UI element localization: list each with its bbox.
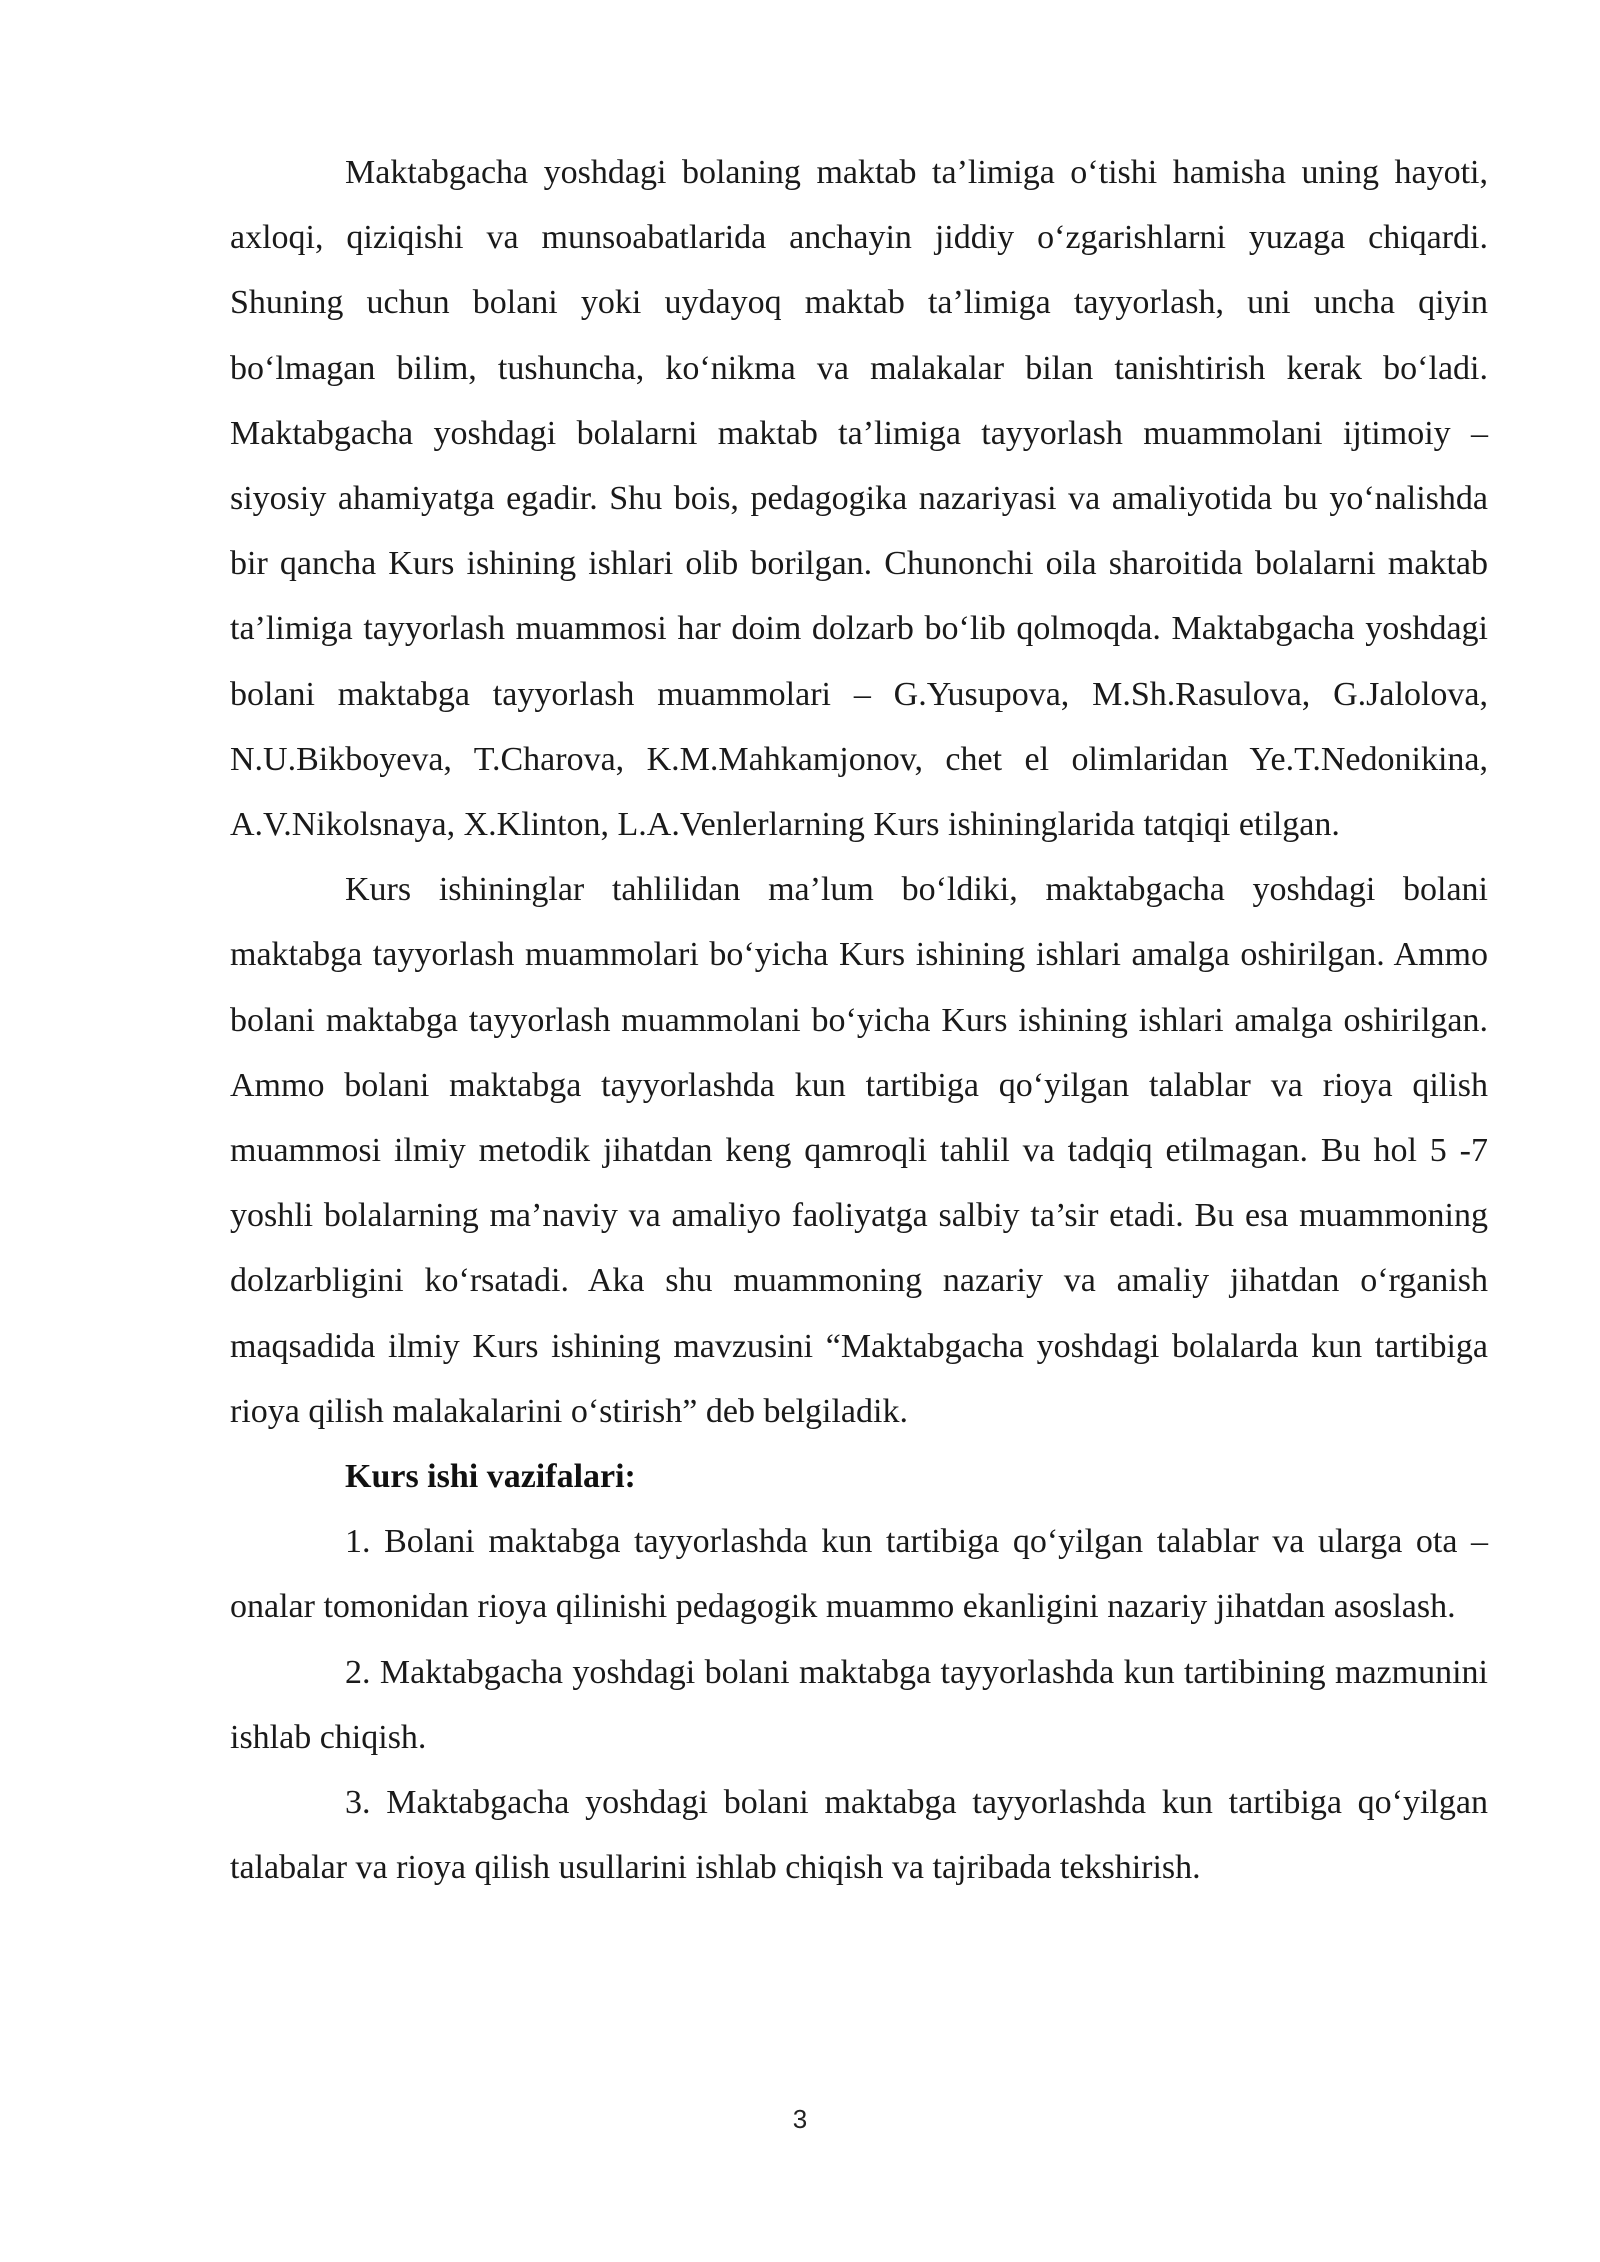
paragraph-intro: Maktabgacha yoshdagi bolaning maktab ta’limiga o‘tishi hamisha uning hayoti, axloqi, qiziqishi va munsoabatlarida anchayin jiddiy o‘zgarishlarni yuzaga chiqardi. Shuning uchun bolani yoki uydayoq maktab ta’limiga tayyorlash, uni uncha qiyin bo‘lmagan bilim, tushuncha, ko‘nikma va malakalar bilan tanishtirish kerak bo‘ladi. Maktabgacha yoshdagi bolalarni maktab ta’limiga tayyorlash muammolani ijtimoiy –siyosiy ahamiyatga egadir. Shu bois, pedagogika nazariyasi va amaliyotida bu yo‘nalishda bir qancha Kurs ishining ishlari olib borilgan. Chunonchi oila sharoitida bolalarni maktab ta’limiga tayyorlash muammosi har doim dolzarb bo‘lib qolmoqda. Maktabgacha yoshdagi bolani maktabga tayyorlash muammolari – G.Yusupova, M.Sh.Rasulova, G.Jalolova, N.U.Bikboyeva, T.Charova, K.M.Mahkamjonov, chet el olimlaridan Ye.T.Nedonikina, A.V.Nikolsnaya, X.Klinton, L.A.Venlerlarning Kurs ishininglarida tatqiqi etilgan. <box>230 154 1488 844</box>
task-item-3: 3. Maktabgacha yoshdagi bolani maktabga tayyorlashda kun tartibiga qo‘yilgan talabalar va rioya qilish usullarini ishlab chiqish va tajribada tekshirish. <box>230 1784 1488 1887</box>
page-number: 3 <box>792 2104 808 2134</box>
task-item-2: 2. Maktabgacha yoshdagi bolani maktabga tayyorlashda kun tartibining mazmunini ishlab chiqish. <box>230 1653 1488 1756</box>
paragraph-analysis: Kurs ishininglar tahlilidan ma’lum bo‘ldiki, maktabgacha yoshdagi bolani maktabga tayyorlash muammolari bo‘yicha Kurs ishining ishlari amalga oshirilgan. Ammo bolani maktabga tayyorlash muammolani bo‘yicha Kurs ishining ishlari amalga oshirilgan. Ammo bolani maktabga tayyorlashda kun tartibiga qo‘yilgan talablar va rioya qilish muammosi ilmiy metodik jihatdan keng qamroqli tahlil va tadqiq etilmagan. Bu hol 5 -7 yoshli bolalarning ma’naviy va amaliyo faoliyatga salbiy ta’sir etadi. Bu esa muammoning dolzarbligini ko‘rsatadi. Aka shu muammoning nazariy va amaliy jihatdan o‘rganish maqsadida ilmiy Kurs ishining mavzusini “Maktabgacha yoshdagi bolalarda kun tartibiga rioya qilish malakalarini o‘stirish” deb belgiladik. <box>230 871 1488 1430</box>
page-body <box>230 140 1488 1900</box>
section-heading: Kurs ishi vazifalari: <box>345 1458 636 1496</box>
task-item-1: 1. Bolani maktabga tayyorlashda kun tartibiga qo‘yilgan talablar va ularga ota –onalar tomonidan rioya qilinishi pedagogik muammo ekanligini nazariy jihatdan asoslash. <box>230 1523 1488 1626</box>
